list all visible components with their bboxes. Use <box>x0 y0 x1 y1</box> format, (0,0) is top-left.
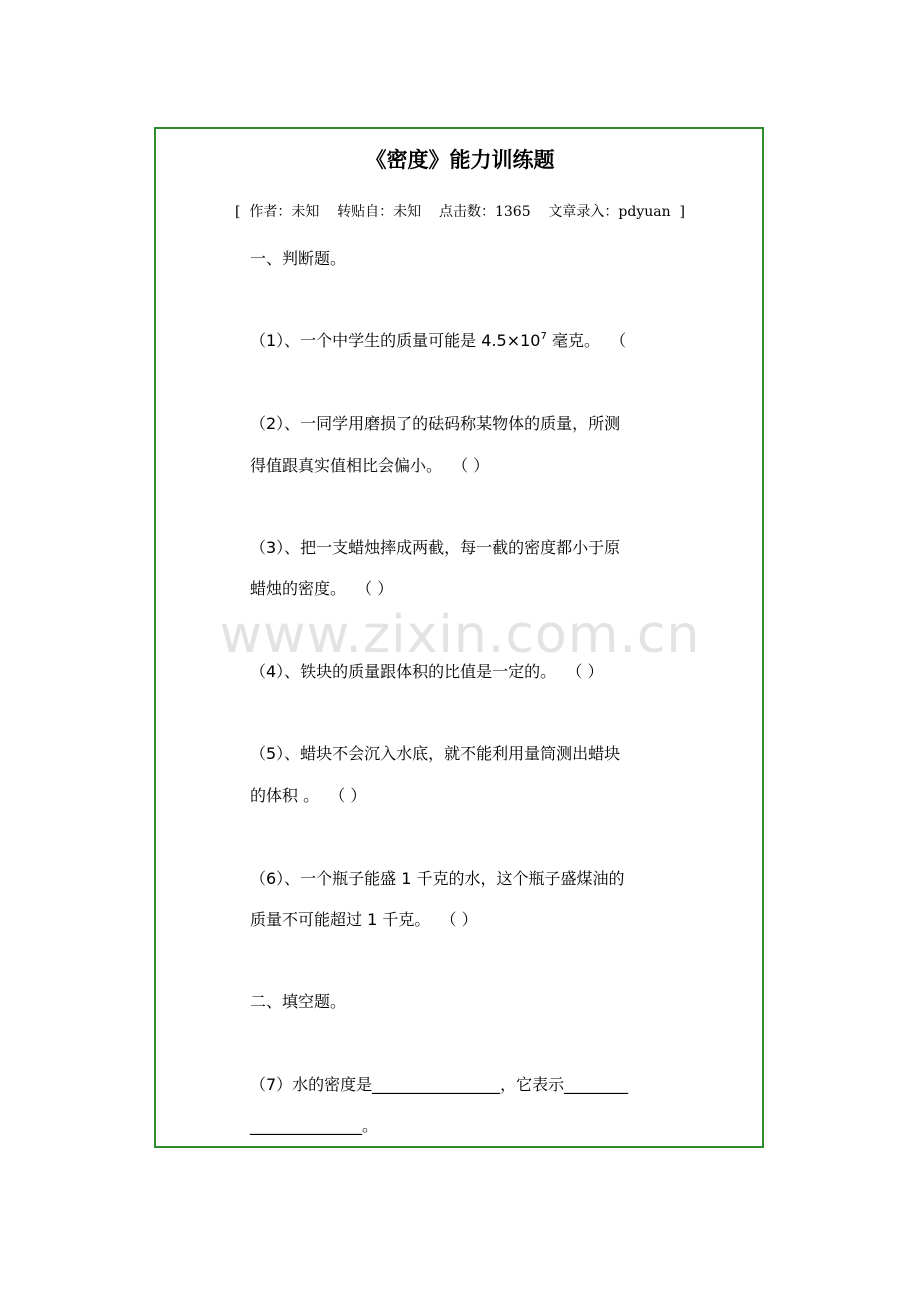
question-7-line-1: （7）水的密度是________________，它表示________ <box>250 1075 629 1094</box>
question-1-text: （1）、一个中学生的质量可能是 4.5×10 <box>250 331 541 350</box>
question-7-line-2: ______________。 <box>250 1116 379 1135</box>
question-2-line-1: （2）、一同学用磨损了的砝码称某物体的质量，所测 <box>250 414 621 433</box>
question-5-line-1: （5）、蜡块不会沉入水底，就不能利用量筒测出蜡块 <box>250 744 621 763</box>
page-title: 《密度》能力训练题 <box>365 148 555 172</box>
question-3-line-2: 蜡烛的密度。 （ ） <box>250 579 394 598</box>
question-6-line-1: （6）、一个瓶子能盛 1 千克的水，这个瓶子盛煤油的 <box>250 869 625 888</box>
question-1-tail: 毫克。 （ <box>546 331 627 350</box>
section-heading-fill: 二、填空题。 <box>250 992 347 1011</box>
watermark: www.zixin.com.cn <box>219 605 701 665</box>
question-1-exponent: 7 <box>540 331 547 342</box>
question-4: （4）、铁块的质量跟体积的比值是一定的。 （ ） <box>250 662 604 681</box>
question-1 <box>250 329 626 353</box>
question-5-line-2: 的体积 。 （ ） <box>250 786 367 805</box>
question-6-line-2: 质量不可能超过 1 千克。 （ ） <box>250 910 478 929</box>
section-heading-judge: 一、判断题。 <box>250 249 347 268</box>
question-2-line-2: 得值跟真实值相比会偏小。 （ ） <box>250 456 490 475</box>
question-3-line-1: （3）、把一支蜡烛摔成两截，每一截的密度都小于原 <box>250 538 621 557</box>
article-meta: [ 作者：未知 转贴自：未知 点击数：1365 文章录入：pdyuan ] <box>235 204 685 220</box>
